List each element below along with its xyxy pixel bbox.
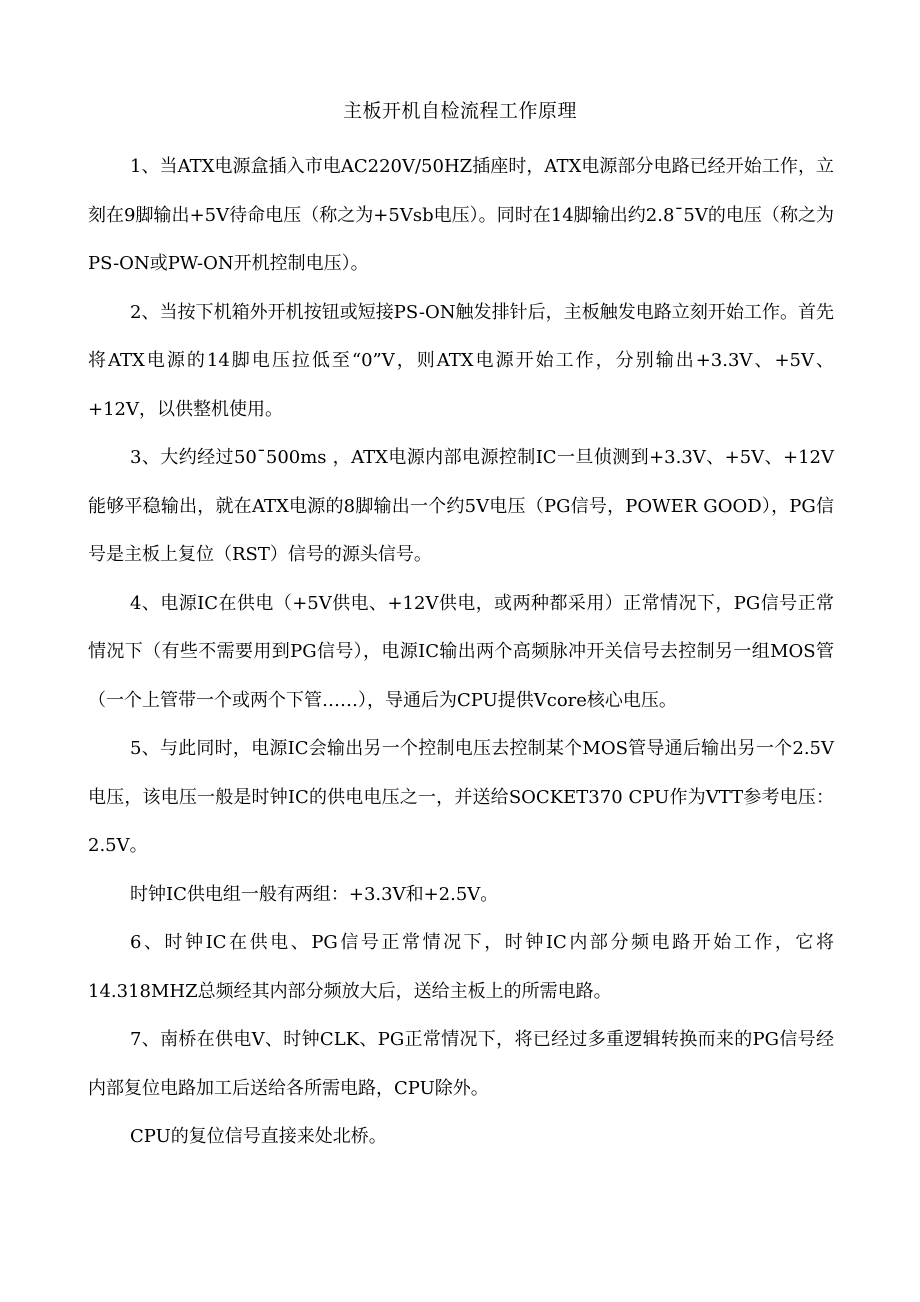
document-body [88, 143, 834, 1162]
paragraph-step-5: 5、与此同时，电源IC会输出另一个控制电压去控制某个MOS管导通后输出另一个2.5V电压，该电压一般是时钟IC的供电电压之一，并送给SOCKET370 CPU作为VTT参考电压：2.5V。 [88, 738, 834, 856]
paragraph-step-2: 2、当按下机箱外开机按钮或短接PS-ON触发排针后，主板触发电路立刻开始工作。首先将ATX电源的14脚电压拉低至“0”V，则ATX电源开始工作，分别输出+3.3V、+5V、+12V，以供整机使用。 [88, 301, 834, 420]
paragraph-cpu-reset-note: CPU的复位信号直接来处北桥。 [130, 1126, 387, 1147]
paragraph-step-4: 4、电源IC在供电（+5V供电、+12V供电，或两种都采用）正常情况下，PG信号正常情况下（有些不需要用到PG信号），电源IC输出两个高频脉冲开关信号去控制另一组MOS管（一个上管带一个或两个下管……），导通后为CPU提供Vcore核心电压。 [88, 592, 834, 711]
document-title: 主板开机自检流程工作原理 [342, 100, 577, 122]
paragraph-step-6: 6、时钟IC在供电、PG信号正常情况下，时钟IC内部分频电路开始工作，它将14.318MHZ总频经其内部分频放大后，送给主板上的所需电路。 [88, 932, 834, 1002]
paragraph-clock-note: 时钟IC供电组一般有两组：+3.3V和+2.5V。 [130, 883, 499, 905]
paragraph-step-7: 7、南桥在供电V、时钟CLK、PG正常情况下，将已经过多重逻辑转换而来的PG信号经内部复位电路加工后送给各所需电路，CPU除外。 [88, 1029, 834, 1099]
paragraph-step-3: 3、大约经过50¯500ms ，ATX电源内部电源控制IC一旦侦测到+3.3V、+5V、+12V能够平稳输出，就在ATX电源的8脚输出一个约5V电压（PG信号，POWER GOOD），PG信号是主板上复位（RST）信号的源头信号。 [88, 447, 834, 565]
paragraph-step-1: 1、当ATX电源盒插入市电AC220V/50HZ插座时，ATX电源部分电路已经开始工作，立刻在9脚输出+5V待命电压（称之为+5Vsb电压）。同时在14脚输出约2.8¯5V的电压（称之为PS-ON或PW-ON开机控制电压）。 [88, 156, 834, 274]
